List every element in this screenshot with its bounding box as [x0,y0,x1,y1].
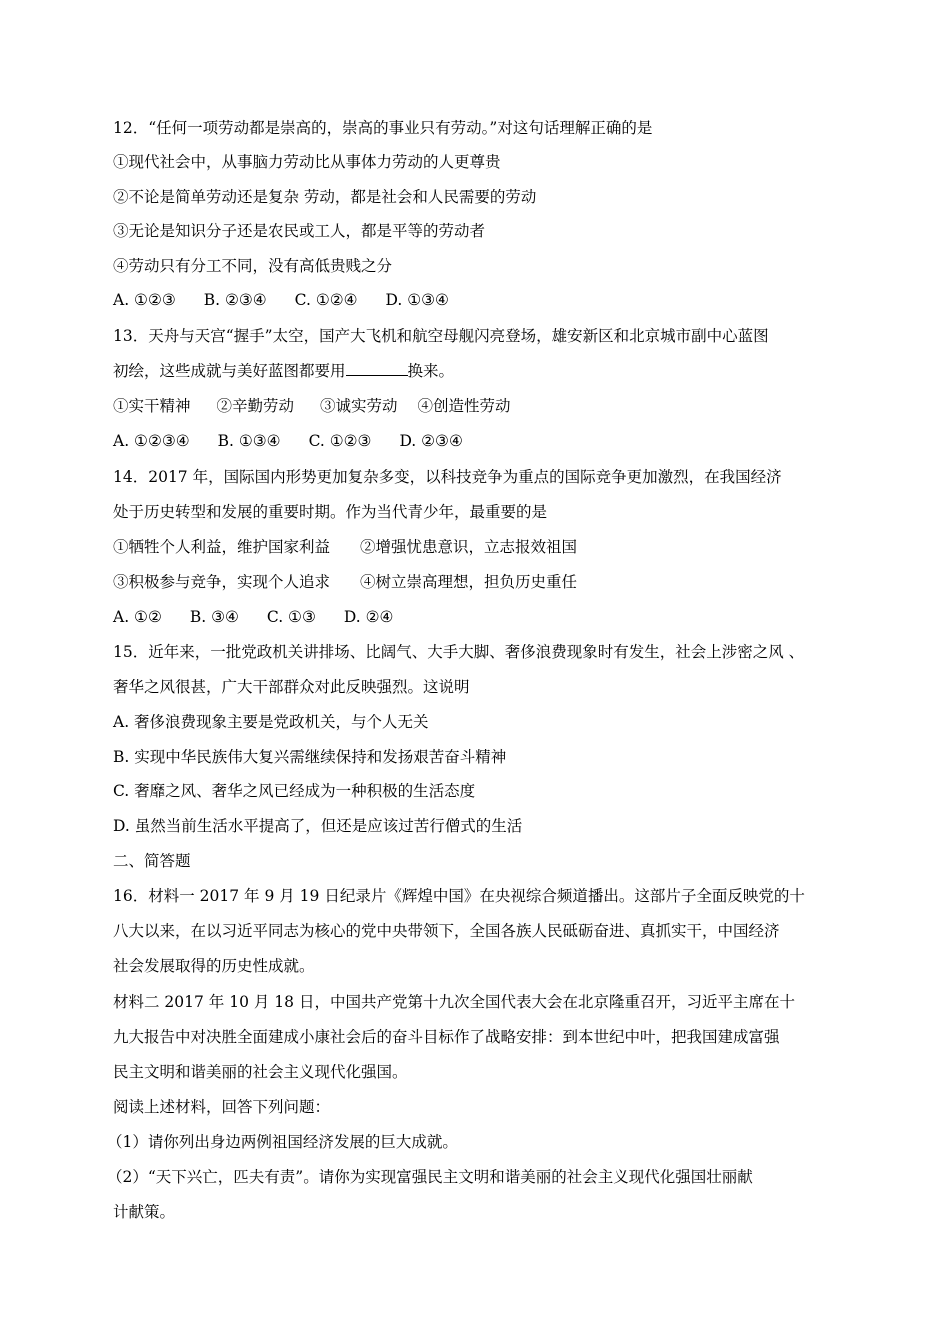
q12-choices [113,290,449,310]
q12-item-4: ④劳动只有分工不同，没有高低贵贱之分 [113,257,393,275]
q16-material1-line3: 社会发展取得的历史性成就。 [113,957,315,975]
q13-item-2: ②辛勤劳动 [216,397,295,415]
q12-stem: 12．“任何一项劳动都是崇高的，崇高的事业只有劳动。”对这句话理解正确的是 [113,119,653,137]
q13-choices [113,431,463,451]
q16-sub2-line1: （2）“天下兴亡，匹夫有责”。请你为实现富强民主文明和谐美丽的社会主义现代化强国壮丽献 [107,1168,753,1186]
q12-choice-b: B. ②③④ [203,291,267,309]
q13-choice-c: C. ①②③ [308,432,372,450]
q16-sub2-line2: 计献策。 [113,1203,176,1221]
q15-choice-d: D. 虽然当前生活水平提高了，但还是应该过苦行僧式的生活 [113,817,523,835]
q14-item-4: ④树立崇高理想，担负历史重任 [360,573,578,591]
q16-sub1: （1）请你列出身边两例祖国经济发展的巨大成就。 [107,1133,458,1151]
q13-choice-d: D. ②③④ [399,432,463,450]
q14-choice-d: D. ②④ [343,608,394,626]
section-title: 二、简答题 [113,852,191,870]
q13-choice-b: B. ①③④ [217,432,281,450]
q14-item-1: ①牺牲个人利益，维护国家利益 [113,538,331,556]
q13-item-1: ①实干精神 [113,397,191,415]
q13-stem-after-blank: 换来。 [407,362,455,380]
q13-stem-before-blank: 初绘，这些成就与美好蓝图都要用 [113,362,346,380]
q14-choice-a: A. ①② [113,608,162,626]
q16-instruction: 阅读上述材料，回答下列问题： [113,1098,331,1116]
q12-choice-c: C. ①②④ [294,291,358,309]
q13-stem-line1: 13．天舟与天宫“握手”太空，国产大飞机和航空母舰闪亮登场，雄安新区和北京城市副中心蓝图 [113,327,769,345]
q14-stem-line2: 处于历史转型和发展的重要时期。作为当代青少年，最重要的是 [113,503,548,521]
q14-items-row1 [113,537,577,557]
q12-item-2: ②不论是简单劳动还是复杂 劳动，都是社会和人民需要的劳动 [113,188,537,206]
q13-stem-line2 [113,361,454,381]
q16-material2-line2: 九大报告中对决胜全面建成小康社会后的奋斗目标作了战略安排：到本世纪中叶，把我国建成富强 [113,1028,780,1046]
q14-choice-b: B. ③④ [189,608,239,626]
q15-stem-line2: 奢华之风很甚，广大干部群众对此反映强烈。这说明 [113,678,470,696]
q13-answer-blank [346,361,408,376]
q13-item-4: ④创造性劳动 [417,397,511,415]
q15-choice-b: B. 实现中华民族伟大复兴需继续保持和发扬艰苦奋斗精神 [113,748,507,766]
q14-choices [113,607,393,627]
q15-stem-line1: 15．近年来，一批党政机关讲排场、比阔气、大手大脚、奢侈浪费现象时有发生，社会上涉密之风 、 [113,643,805,661]
q12-item-1: ①现代社会中，从事脑力劳动比从事体力劳动的人更尊贵 [113,153,501,171]
q16-material1-line1: 16．材料一 2017 年 9 月 19 日纪录片《辉煌中国》在央视综合频道播出。这部片子全面反映党的十 [113,887,805,905]
q12-choice-a: A. ①②③ [113,291,176,309]
q14-items-row2 [113,572,577,592]
q13-choice-a: A. ①②③④ [113,432,190,450]
q14-item-3: ③积极参与竞争，实现个人追求 [113,573,331,591]
q13-item-3: ③诚实劳动 [320,397,398,415]
q14-stem-line1: 14．2017 年，国际国内形势更加复杂多变，以科技竞争为重点的国际竞争更加激烈，在我国经济 [113,468,782,486]
q16-material1-line2: 八大以来，在以习近平同志为核心的党中央带领下，全国各族人民砥砺奋进、真抓实干，中国经济 [113,922,780,940]
q14-item-2: ②增强忧患意识，立志报效祖国 [360,538,578,556]
q15-choice-a: A. 奢侈浪费现象主要是党政机关，与个人无关 [113,713,429,731]
q15-choice-c: C. 奢靡之风、奢华之风已经成为一种积极的生活态度 [113,782,476,800]
q12-item-3: ③无论是知识分子还是农民或工人，都是平等的劳动者 [113,222,486,240]
q16-material2-line3: 民主文明和谐美丽的社会主义现代化强国。 [113,1063,408,1081]
q13-items [113,396,511,416]
q12-choice-d: D. ①③④ [385,291,449,309]
q16-material2-line1: 材料二 2017 年 10 月 18 日，中国共产党第十九次全国代表大会在北京隆重召开，习近平主席在十 [113,993,795,1011]
q14-choice-c: C. ①③ [266,608,316,626]
